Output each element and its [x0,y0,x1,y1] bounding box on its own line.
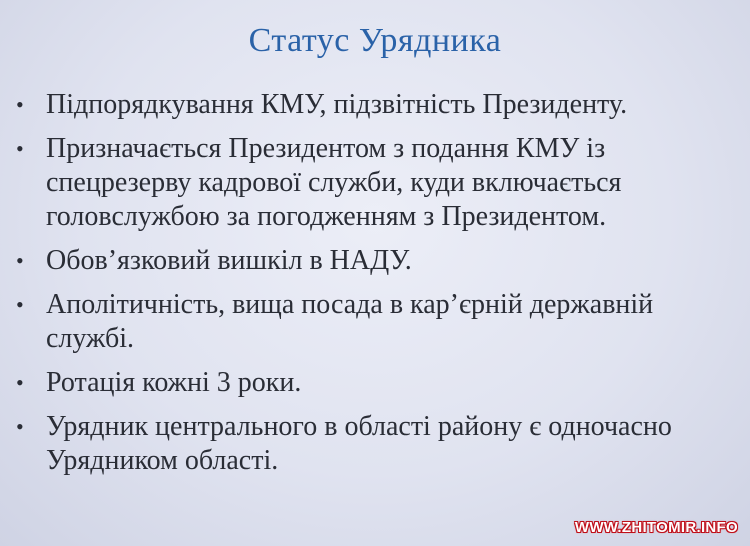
bullet-item [16,244,731,278]
bullet-icon: • [16,370,24,395]
bullet-item [16,410,731,478]
bullet-icon: • [16,248,24,273]
bullet-text: Призначається Президентом з подання КМУ із спецрезерву кадрової служби, куди включається головслужбою за погодженням з Президентом. [46,133,622,232]
watermark: WWW.ZHITOMIR.INFO [574,519,738,536]
bullet-text: Підпорядкування КМУ, підзвітність Президенту. [46,89,628,120]
bullet-icon: • [16,414,24,439]
bullet-text: Обов’язковий вишкіл в НАДУ. [46,245,412,276]
bullet-text: Аполітичність, вища посада в кар’єрній державній службі. [46,289,654,354]
bullet-item [16,88,731,122]
bullet-list [16,88,731,488]
bullet-text: Ротація кожні 3 роки. [46,367,302,398]
slide-title: Статус Урядника [248,22,502,59]
bullet-icon: • [16,292,24,317]
bullet-icon: • [16,92,24,117]
bullet-icon: • [16,136,24,161]
bullet-item [16,132,731,234]
bullet-text: Урядник центрального в області району є одночасно Урядником області. [46,411,672,476]
bullet-item [16,366,731,400]
bullet-item [16,288,731,356]
